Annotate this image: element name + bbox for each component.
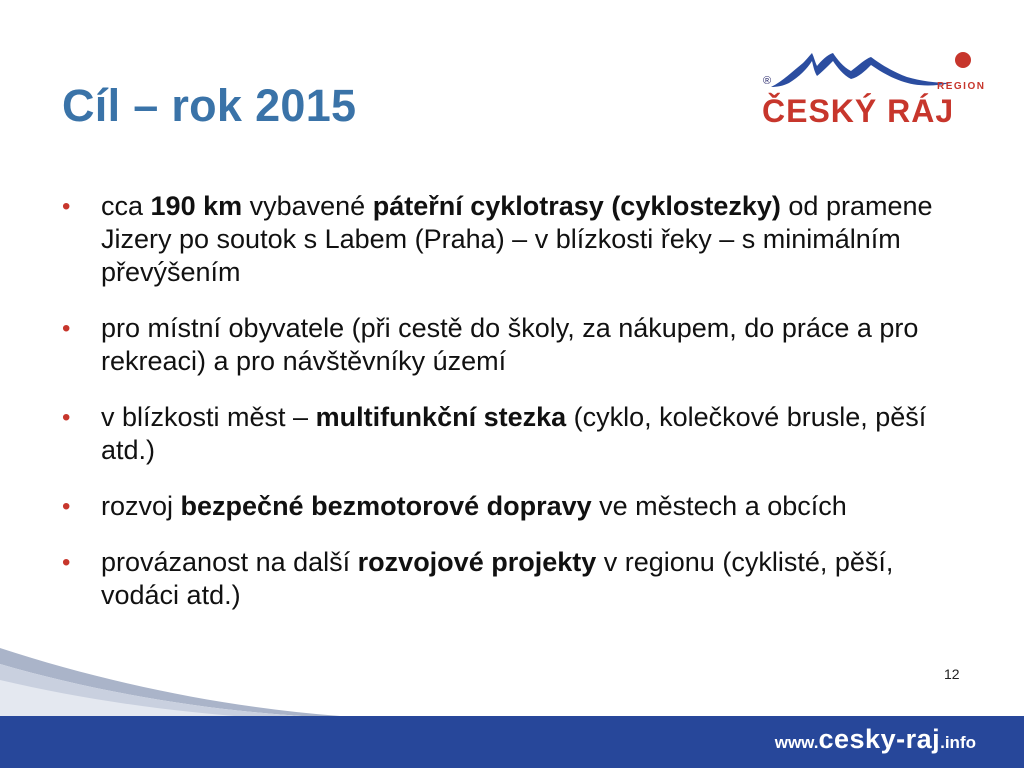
url-prefix: www.	[774, 733, 819, 752]
bullet-text: pro místní obyvatele (při cestě do školy, za nákupem, do práce a pro rekreaci) a pro návštěvníky území	[101, 313, 919, 376]
cesky-raj-logo	[755, 45, 986, 135]
bullet-item	[60, 312, 975, 378]
bullet-text: v regionu (cyklisté, pěší, vodáci atd.)	[101, 547, 894, 610]
page-number: 12	[944, 666, 960, 682]
bullet-text: rozvoj	[101, 491, 181, 521]
bullet-dot-icon: •	[62, 193, 71, 220]
logo-region-label: REGION	[937, 81, 986, 92]
bullet-text: (cyklo, kolečkové brusle, pěší atd.)	[101, 402, 927, 465]
logo-name: ČESKÝ RÁJ	[762, 93, 955, 129]
logo-registered-mark: ®	[763, 75, 772, 87]
bullet-dot-icon: •	[62, 549, 71, 576]
url-suffix: .info	[940, 733, 976, 752]
bullet-text-bold: 190 km	[150, 191, 243, 221]
bullet-text: ve městech a obcích	[591, 491, 847, 521]
url-main: cesky-raj	[818, 724, 941, 754]
bullet-item	[60, 401, 975, 467]
bullet-text: od pramene Jizery po soutok s Labem (Praha) – v blízkosti řeky – s minimálním převýšením	[101, 191, 933, 287]
bullet-dot-icon: •	[62, 315, 71, 342]
bullet-item	[60, 190, 975, 289]
bullet-list	[60, 190, 975, 635]
bullet-text: v blízkosti měst –	[101, 402, 316, 432]
bullet-text: cca	[101, 191, 151, 221]
bullet-text: vybavené	[242, 191, 373, 221]
bullet-text-bold: multifunkční stezka	[315, 402, 567, 432]
bullet-text-bold: rozvojové projekty	[357, 547, 597, 577]
bullet-dot-icon: •	[62, 404, 71, 431]
bullet-text-bold: bezpečné bezmotorové dopravy	[180, 491, 592, 521]
bullet-text-bold: páteřní cyklotrasy (cyklostezky)	[372, 191, 781, 221]
bullet-dot-icon: •	[62, 493, 71, 520]
bullet-text: provázanost na další	[101, 547, 358, 577]
bullet-item	[60, 546, 975, 612]
bullet-item	[60, 490, 975, 523]
footer-website-url[interactable]	[775, 724, 976, 755]
slide-title: Cíl – rok 2015	[62, 80, 357, 131]
